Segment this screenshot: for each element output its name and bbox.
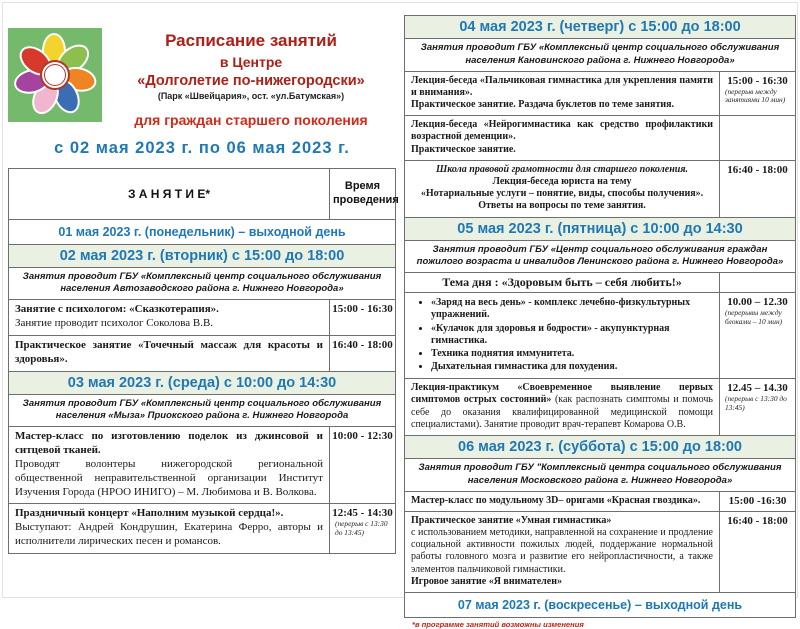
activity-cell <box>9 504 330 554</box>
activity-text <box>15 317 323 331</box>
activity-text <box>15 458 323 500</box>
activity-text <box>411 176 713 188</box>
activity-text <box>411 382 713 431</box>
activity-text-part: Практическое занятие. Раздача буклетов по теме занятия. <box>411 99 675 110</box>
activity-text <box>411 164 713 176</box>
time-value: 15:00 - 16:30 <box>332 303 393 316</box>
bullet-item: • «Кулачок для здоровья и бодрости» - акупунктурная гимнастика. <box>431 323 713 347</box>
time-value: 16:40 - 18:00 <box>332 338 393 351</box>
activity-text-part: «Нотариальные услуги – понятие, виды, способы получения». Ответы на вопросы по теме занятия. <box>420 188 704 212</box>
time-cell <box>330 504 396 554</box>
right-org-row <box>405 39 796 72</box>
time-cell <box>719 293 795 379</box>
activity-text <box>411 527 713 576</box>
bullet-item: • Техника поднятия иммунитета. <box>431 348 713 360</box>
time-note: (перерыв с 13:30 до 13:45) <box>724 394 787 412</box>
time-value: 15:00 -16:30 <box>728 494 787 507</box>
activity-text-part: Лекция-беседа «Нейрогимнастика как средство профилактики возрастной деменции». <box>411 119 713 143</box>
left-column <box>8 24 399 554</box>
time-cell <box>719 273 795 293</box>
time-value: 10.00 – 12.30 <box>727 296 788 309</box>
activity-cell <box>9 427 330 504</box>
activity-text-part: Школа правовой грамотности для старшего поколения. <box>435 163 688 175</box>
right-date-row <box>405 436 796 459</box>
title-line-3: «Долголетие по-нижегородски» <box>137 73 365 89</box>
activity-cell <box>405 511 720 592</box>
activity-text-part: Лекция-беседа «Пальчиковая гимнастика для укрепления памяти и внимания». <box>411 74 713 98</box>
time-note: (перерывы между блоками – 10 мин) <box>724 308 783 326</box>
activity-cell <box>405 293 720 379</box>
activity-cell <box>405 491 720 511</box>
activity-cell <box>405 116 720 161</box>
activity-text-part: Лекция-практикум «Своевременное выявление первых симптомов острых состояний» <box>411 382 713 406</box>
right-column <box>404 15 796 629</box>
right-date-cell: 05 мая 2023 г. (пятница) с 10:00 до 14:30 <box>405 217 796 240</box>
time-cell <box>719 491 795 511</box>
page-title: Расписание занятий <box>165 31 337 50</box>
right-org-row <box>405 240 796 273</box>
time-note: (перерыв с 13:30 до 13:45) <box>335 519 388 538</box>
activity-text <box>15 521 323 549</box>
header-row <box>9 169 396 220</box>
theme-cell: Тема дня : «Здоровым быть – себя любить!» <box>405 273 720 293</box>
activity-text-part: Занятие с психологом: «Сказкотерапия». <box>15 303 219 316</box>
right-date-cell: 04 мая 2023 г. (четверг) с 15:00 до 18:00 <box>405 16 796 39</box>
right-date-cell: 06 мая 2023 г. (суббота) с 15:00 до 18:00 <box>405 436 796 459</box>
activity-text <box>411 119 713 143</box>
activity-text <box>411 495 713 507</box>
activity-text <box>411 576 713 588</box>
activity-text <box>411 99 713 111</box>
time-note: (перерыв между занятиями 10 мин) <box>724 86 786 105</box>
left-org-cell: Занятия проводит ГБУ «Комплексный центр социального обслуживания населения Автозаводского района г. Нижнего Новгорода» <box>9 267 396 300</box>
right-org-row <box>405 459 796 492</box>
left-activity-row <box>9 504 396 554</box>
document-header <box>8 24 396 128</box>
right-activity-row <box>405 116 796 161</box>
footnote: *в программе занятий возможны изменения <box>412 619 584 629</box>
right-activity-row <box>405 71 796 116</box>
right-org-cell: Занятия проводит ГБУ "Комплексный центра социального обслуживания населения Московского района г. Нижнего Новгорода» <box>405 459 796 492</box>
time-value: 16:40 - 18:00 <box>727 163 788 176</box>
time-cell <box>330 427 396 504</box>
right-org-cell: Занятия проводит ГБУ «Комплексный центр социального обслуживания населения Кановинского района г. Нижнего Новгорода» <box>405 39 796 72</box>
activity-text <box>411 515 713 527</box>
location-subtitle: (Парк «Швейцария», ост. «ул.Батумская») <box>157 91 345 101</box>
left-activity-row <box>9 335 396 371</box>
activity-text <box>411 144 713 156</box>
left-date-row <box>9 244 396 267</box>
activity-cell <box>9 300 330 336</box>
activity-text <box>411 75 713 99</box>
activity-text-part: Практическое занятие. <box>411 143 516 155</box>
time-cell <box>719 160 795 217</box>
right-activity-row <box>405 293 796 379</box>
activity-text <box>15 507 323 521</box>
activity-cell <box>405 160 720 217</box>
right-date-row <box>405 16 796 39</box>
left-dayoff-cell: 01 мая 2023 г. (понедельник) – выходной день <box>9 219 396 244</box>
audience-line: для граждан старшего поколения <box>134 112 368 128</box>
center-flower-logo <box>8 28 102 122</box>
right-dayoff-row <box>405 592 796 617</box>
time-cell <box>719 379 795 436</box>
activity-text <box>15 303 323 317</box>
right-date-row <box>405 217 796 240</box>
left-activity-row <box>9 427 396 504</box>
activity-text-part: Мастер-класс по изготовлению поделок из джинсовой и ситцевой тканей. <box>15 430 323 457</box>
right-activity-row <box>405 491 796 511</box>
left-date-row <box>9 371 396 394</box>
activity-cell <box>405 71 720 116</box>
activity-bullet-list <box>413 297 713 373</box>
left-activity-row <box>9 300 396 336</box>
activity-text-part: Игровое занятие «Я внимателен» <box>411 575 562 587</box>
left-org-row <box>9 267 396 300</box>
right-activity-row <box>405 511 796 592</box>
time-value: 16:40 - 18:00 <box>727 514 788 527</box>
activity-text <box>15 339 323 367</box>
left-org-cell: Занятия проводит ГБУ «Комплексный центр социального обслуживания населения «Мыза» Приокского района г. Нижнего Новгорода <box>9 394 396 427</box>
time-cell <box>330 335 396 371</box>
activity-text-part: Мастер-класс по модульному 3D– оригами «Красная гвоздика». <box>411 494 701 506</box>
title-block <box>102 24 396 128</box>
right-activity-row <box>405 379 796 436</box>
activity-text-part: Проводят волонтеры нижегородской региональной общественной неправительственной организации Институт Изучения Города (НРОО ИНИГО) – М. Любимова и В. Волкова. <box>15 457 323 498</box>
right-theme-row <box>405 273 796 293</box>
left-dayoff-row <box>9 219 396 244</box>
left-date-cell: 02 мая 2023 г. (вторник) с 15:00 до 18:00 <box>9 244 396 267</box>
bullet-item: • «Заряд на весь день» - комплекс лечебно-физкультурных упражнений. <box>431 297 713 321</box>
time-value: 12.45 – 14.30 <box>727 382 788 395</box>
activity-text-part: Практическое занятие «Умная гимнастика» <box>411 514 612 526</box>
activity-column-header: З А Н Я Т И Е* <box>9 169 330 220</box>
activity-text-part: Практическое занятие «Точечный массаж для красоты и здоровья». <box>15 338 323 365</box>
activity-text-part: Занятие проводит психолог Соколова В.В. <box>15 316 214 329</box>
activity-text <box>15 430 323 458</box>
schedule-table-right <box>404 15 796 618</box>
activity-text-part: Лекция-беседа юриста на тему <box>492 175 632 187</box>
activity-cell <box>9 335 330 371</box>
time-value: 10:00 - 12:30 <box>332 430 393 443</box>
time-cell <box>719 511 795 592</box>
right-dayoff-cell: 07 мая 2023 г. (воскресенье) – выходной день <box>405 592 796 617</box>
right-activity-row <box>405 160 796 217</box>
activity-cell <box>405 379 720 436</box>
left-org-row <box>9 394 396 427</box>
schedule-table-left <box>8 168 399 554</box>
activity-text <box>411 188 713 212</box>
title-line-2: в Центре <box>219 54 283 70</box>
right-org-cell: Занятия проводит ГБУ «Центр социального обслуживания граждан пожилого возраста и инвалидов Ленинского района г. Нижнего Новгорода» <box>405 240 796 273</box>
time-value: 12:45 - 14:30 <box>332 507 393 520</box>
activity-text-part: Праздничный концерт «Наполним музыкой сердца!». <box>15 507 284 520</box>
activity-text-part: (как распознать симптомы и помочь себе до оказания квалифицированной медицинской помощи специалистами). Занятие проводит врач-терапевт Комарова О.В. <box>411 394 713 430</box>
flower-center <box>40 60 70 90</box>
time-cell <box>719 116 795 161</box>
left-date-cell: 03 мая 2023 г. (среда) с 10:00 до 14:30 <box>9 371 396 394</box>
activity-text-part: с использованием методики, направленной на сохранение и продление социальной активности пожилых людей, поддержание нормальной работы головного мозга и развитие его нейропластичности, а также элементов пальчиковой гимнастики. <box>411 527 713 575</box>
time-column-header: Время проведения <box>330 169 396 220</box>
bullet-item: • Дыхательная гимнастика для похудения. <box>431 361 713 373</box>
activity-text-part: Выступают: Андрей Кондрушин, Екатерина Ферро, авторы и исполнители лирических песен и романсов. <box>15 521 323 548</box>
time-value: 15:00 - 16:30 <box>727 74 788 87</box>
table-header <box>9 169 399 220</box>
date-range: с 02 мая 2023 г. по 06 мая 2023 г. <box>54 139 350 157</box>
time-cell <box>330 300 396 336</box>
time-cell <box>719 71 795 116</box>
